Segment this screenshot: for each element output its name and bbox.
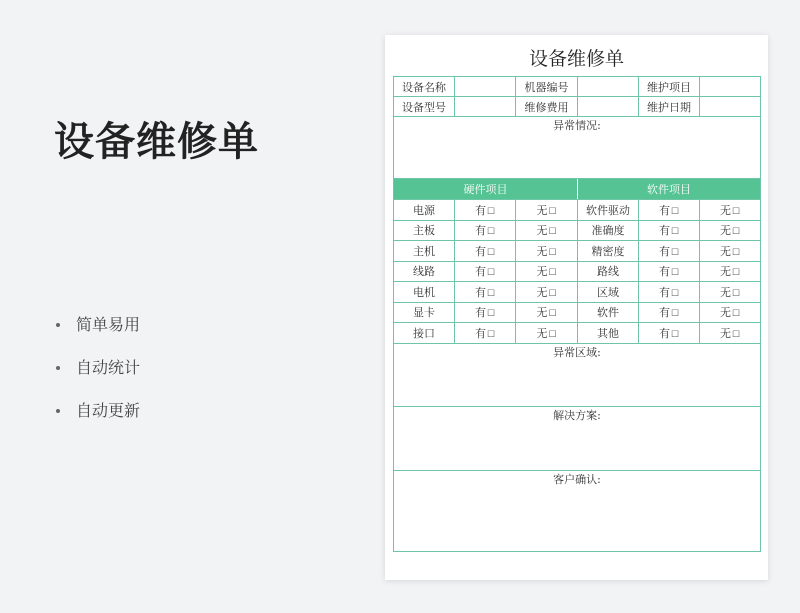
hardware-no-option-text: 无: [536, 244, 548, 258]
software-yes-option[interactable]: [639, 200, 700, 221]
hardware-item-label: [394, 220, 455, 241]
hardware-no-option-text: 无: [536, 326, 548, 340]
hardware-yes-option[interactable]: [455, 220, 516, 241]
abnormal-area-label: 异常区域:: [553, 345, 601, 359]
checkbox-icon[interactable]: ☐: [486, 206, 496, 217]
hardware-no-option-text: 无: [536, 285, 548, 299]
checkbox-icon[interactable]: ☐: [486, 309, 496, 320]
solution-label: 解决方案:: [553, 408, 601, 422]
hardware-item-label: [394, 241, 455, 262]
feature-item: 自动统计: [56, 355, 140, 398]
checkbox-icon[interactable]: ☐: [548, 288, 557, 299]
info-label: 机器编号: [516, 77, 578, 97]
hero-title: 设备维修单: [54, 119, 259, 165]
info-label: 设备名称: [394, 77, 455, 97]
form-sheet: [385, 35, 768, 580]
software-yes-option-text: 有: [658, 224, 670, 238]
software-yes-option[interactable]: [639, 282, 700, 303]
software-yes-option-text: 有: [658, 326, 670, 340]
section-software: 软件项目: [578, 179, 761, 200]
hardware-no-option-text: 无: [536, 265, 548, 279]
checkbox-icon[interactable]: ☐: [731, 288, 741, 299]
checkbox-icon[interactable]: ☐: [548, 227, 557, 238]
software-no-option[interactable]: [700, 261, 761, 282]
item-row: [394, 241, 761, 262]
hardware-yes-option-text: 有: [474, 244, 486, 258]
abnormal-situation-field[interactable]: [394, 117, 761, 179]
software-yes-option-text: 有: [658, 203, 670, 217]
hardware-no-option-text: 无: [536, 306, 548, 320]
checkbox-icon[interactable]: ☐: [731, 309, 741, 320]
hardware-item-label: [394, 302, 455, 323]
software-item-label-text: 其他: [597, 326, 619, 340]
software-no-option[interactable]: [700, 241, 761, 262]
hardware-no-option-text: 无: [536, 224, 548, 238]
info-value-field[interactable]: [700, 97, 761, 117]
software-no-option-text: 无: [719, 285, 731, 299]
checkbox-icon[interactable]: ☐: [486, 247, 496, 258]
info-value-field[interactable]: [455, 77, 516, 97]
software-item-label: [578, 302, 639, 323]
info-label: 维护日期: [639, 97, 700, 117]
customer-confirm-field[interactable]: [394, 470, 761, 551]
hardware-item-label-text: 电源: [413, 203, 435, 217]
software-no-option-text: 无: [719, 244, 731, 258]
info-value-field[interactable]: [455, 97, 516, 117]
software-item-label-text: 区域: [597, 285, 619, 299]
hardware-item-label-text: 主机: [413, 244, 435, 258]
software-yes-option-text: 有: [658, 285, 670, 299]
hardware-yes-option[interactable]: [455, 200, 516, 221]
checkbox-icon[interactable]: ☐: [548, 247, 557, 258]
abnormal-area-field[interactable]: [394, 343, 761, 406]
hardware-item-label: [394, 200, 455, 221]
item-row: [394, 261, 761, 282]
software-no-option[interactable]: [700, 200, 761, 221]
hardware-yes-option[interactable]: [455, 323, 516, 344]
checkbox-icon[interactable]: ☐: [670, 268, 680, 279]
software-item-label: [578, 241, 639, 262]
section-header-row: [394, 179, 761, 200]
solution-field[interactable]: [394, 406, 761, 470]
software-item-label-text: 准确度: [591, 224, 625, 238]
maintenance-form-table: [393, 76, 761, 552]
software-item-label-text: 精密度: [591, 244, 625, 258]
hardware-no-option-text: 无: [536, 203, 548, 217]
hardware-yes-option[interactable]: [455, 302, 516, 323]
section-hardware: 硬件项目: [394, 179, 578, 200]
software-no-option-text: 无: [719, 265, 731, 279]
hardware-no-option[interactable]: [516, 302, 578, 323]
hardware-no-option[interactable]: [516, 282, 578, 303]
info-row: [394, 97, 761, 117]
software-yes-option[interactable]: [639, 261, 700, 282]
checkbox-icon[interactable]: ☐: [486, 288, 496, 299]
item-row: [394, 323, 761, 344]
checkbox-icon[interactable]: ☐: [670, 227, 680, 238]
software-no-option[interactable]: [700, 220, 761, 241]
software-yes-option-text: 有: [658, 306, 670, 320]
hardware-yes-option-text: 有: [474, 265, 486, 279]
software-item-label-text: 路线: [597, 265, 619, 279]
software-no-option-text: 无: [719, 203, 731, 217]
checkbox-icon[interactable]: ☐: [670, 329, 680, 340]
software-item-label: [578, 200, 639, 221]
item-row: [394, 302, 761, 323]
checkbox-icon[interactable]: ☐: [548, 309, 557, 320]
hardware-yes-option-text: 有: [474, 306, 486, 320]
info-value-field[interactable]: [578, 77, 639, 97]
software-item-label: [578, 323, 639, 344]
software-no-option-text: 无: [719, 224, 731, 238]
checkbox-icon[interactable]: ☐: [548, 329, 557, 340]
checkbox-icon[interactable]: ☐: [548, 268, 557, 279]
checkbox-icon[interactable]: ☐: [486, 227, 496, 238]
hardware-yes-option[interactable]: [455, 261, 516, 282]
hardware-no-option[interactable]: [516, 241, 578, 262]
software-yes-option[interactable]: [639, 241, 700, 262]
software-yes-option[interactable]: [639, 302, 700, 323]
hardware-item-label-text: 线路: [413, 265, 435, 279]
info-value-field[interactable]: [700, 77, 761, 97]
software-no-option[interactable]: [700, 323, 761, 344]
software-no-option[interactable]: [700, 282, 761, 303]
info-label: 设备型号: [394, 97, 455, 117]
software-yes-option[interactable]: [639, 323, 700, 344]
abnormal-situation-label: 异常情况:: [553, 119, 601, 132]
checkbox-icon[interactable]: ☐: [731, 329, 741, 340]
software-yes-option[interactable]: [639, 220, 700, 241]
software-yes-option-text: 有: [658, 265, 670, 279]
item-row: [394, 282, 761, 303]
info-value-field[interactable]: [578, 97, 639, 117]
hardware-item-label-text: 主板: [413, 224, 435, 238]
checkbox-icon[interactable]: ☐: [731, 268, 741, 279]
hardware-no-option[interactable]: [516, 261, 578, 282]
item-row: [394, 220, 761, 241]
software-item-label: [578, 282, 639, 303]
customer-confirm-label: 客户确认:: [553, 472, 601, 486]
sheet-title: 设备维修单: [528, 48, 624, 70]
checkbox-icon[interactable]: ☐: [486, 329, 496, 340]
checkbox-icon[interactable]: ☐: [731, 206, 741, 217]
checkbox-icon[interactable]: ☐: [731, 227, 741, 238]
checkbox-icon[interactable]: ☐: [731, 247, 741, 258]
hardware-item-label-text: 显卡: [413, 306, 435, 320]
checkbox-icon[interactable]: ☐: [548, 206, 557, 217]
hardware-yes-option-text: 有: [474, 203, 486, 217]
checkbox-icon[interactable]: ☐: [670, 247, 680, 258]
info-label: 维修费用: [516, 97, 578, 117]
confirm-row: [394, 470, 761, 551]
feature-list: [56, 312, 140, 441]
hardware-yes-option-text: 有: [474, 285, 486, 299]
hardware-no-option[interactable]: [516, 220, 578, 241]
software-yes-option-text: 有: [658, 244, 670, 258]
software-no-option-text: 无: [719, 306, 731, 320]
software-no-option[interactable]: [700, 302, 761, 323]
solution-row: [394, 406, 761, 470]
software-item-label-text: 软件驱动: [586, 203, 630, 217]
software-item-label-text: 软件: [597, 306, 619, 320]
checkbox-icon[interactable]: ☐: [670, 206, 680, 217]
feature-item: 自动更新: [56, 398, 140, 441]
abnormal-row: [394, 117, 761, 179]
software-item-label: [578, 220, 639, 241]
hardware-yes-option[interactable]: [455, 241, 516, 262]
feature-item: 简单易用: [56, 312, 140, 355]
checkbox-icon[interactable]: ☐: [670, 309, 680, 320]
checkbox-icon[interactable]: ☐: [486, 268, 496, 279]
hardware-item-label: [394, 261, 455, 282]
hardware-item-label-text: 电机: [413, 285, 435, 299]
software-item-label: [578, 261, 639, 282]
info-label: 维护项目: [639, 77, 700, 97]
hardware-no-option[interactable]: [516, 323, 578, 344]
checkbox-icon[interactable]: ☐: [670, 288, 680, 299]
hardware-item-label-text: 接口: [413, 326, 435, 340]
software-no-option-text: 无: [719, 326, 731, 340]
abnormal-area-row: [394, 343, 761, 406]
hardware-yes-option[interactable]: [455, 282, 516, 303]
info-row: [394, 77, 761, 97]
hardware-no-option[interactable]: [516, 200, 578, 221]
hardware-item-label: [394, 323, 455, 344]
item-row: [394, 200, 761, 221]
hardware-yes-option-text: 有: [474, 326, 486, 340]
hardware-item-label: [394, 282, 455, 303]
hardware-yes-option-text: 有: [474, 224, 486, 238]
